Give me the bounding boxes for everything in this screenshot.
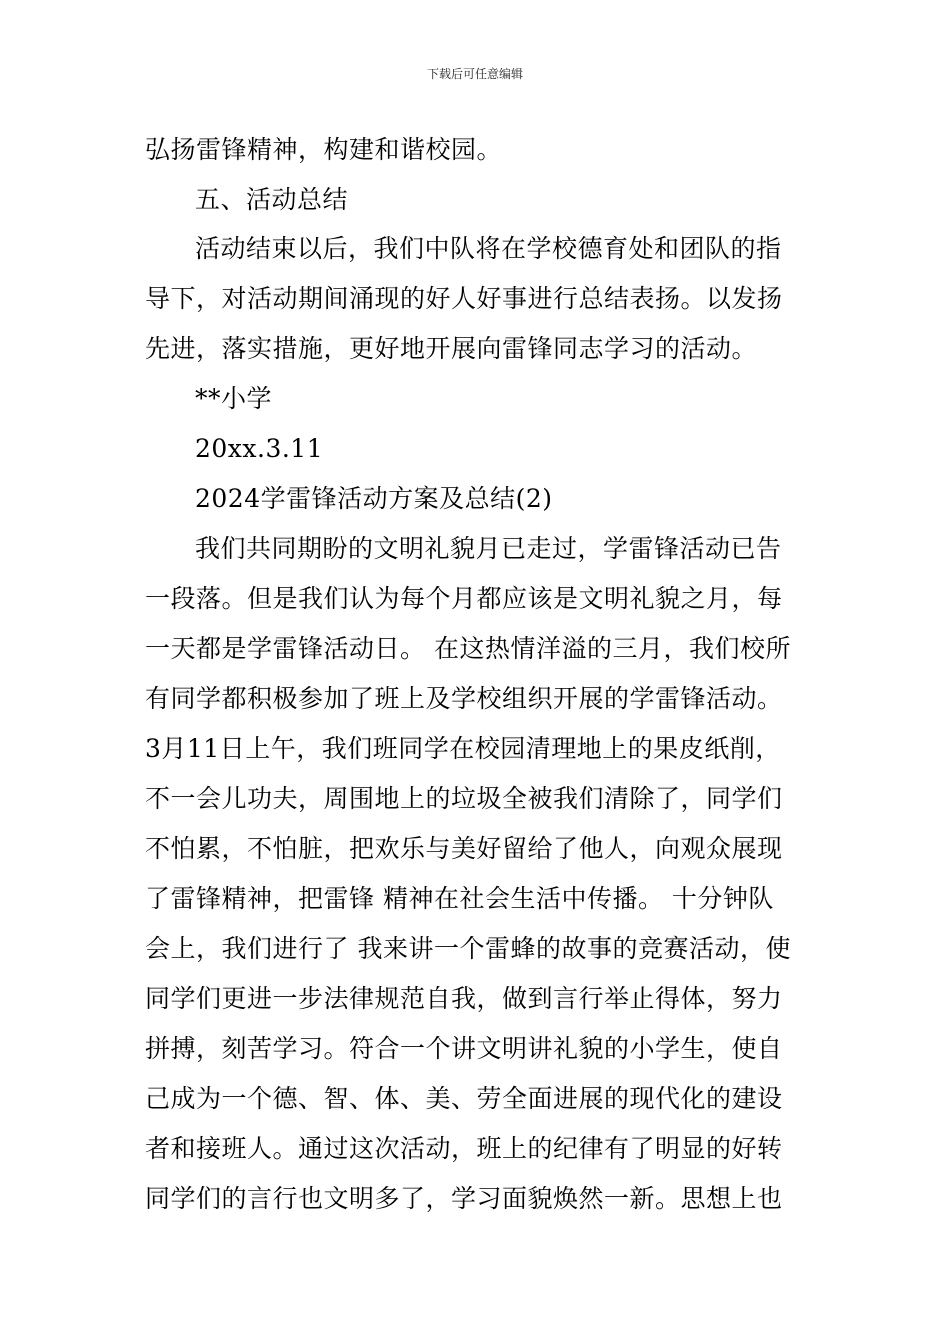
text-line: 一天都是学雷锋活动日。 在这热情洋溢的三月，我们校所 bbox=[145, 634, 791, 663]
text-line: 弘扬雷锋精神，构建和谐校园。 bbox=[145, 135, 503, 164]
text-line: 不一会儿功夫，周围地上的垃圾全被我们清除了，同学们 bbox=[145, 784, 783, 813]
text-line: 3月11日上午，我们班同学在校园清理地上的果皮纸削， bbox=[145, 734, 781, 763]
text-line: 一段落。但是我们认为每个月都应该是文明礼貌之月，每 bbox=[145, 584, 783, 613]
header-note: 下载后可任意编辑 bbox=[426, 67, 523, 81]
text-line: 活动结束以后，我们中队将在学校德育处和团队的指 bbox=[195, 234, 782, 263]
text-line: 导下，对活动期间涌现的好人好事进行总结表扬。以发扬 bbox=[145, 284, 783, 313]
text-line: 先进，落实措施，更好地开展向雷锋同志学习的活动。 bbox=[145, 334, 758, 363]
text-line: 者和接班人。通过这次活动，班上的纪律有了明显的好转 bbox=[145, 1134, 783, 1163]
section-title: 2024学雷锋活动方案及总结(2) bbox=[195, 484, 553, 513]
text-line: 了雷锋精神，把雷锋 精神在社会生活中传播。 十分钟队 bbox=[145, 884, 774, 913]
text-line: 会上，我们进行了 我来讲一个雷蜂的故事的竞赛活动，使 bbox=[145, 934, 791, 963]
text-line: 拼搏，刻苦学习。符合一个讲文明讲礼貌的小学生，使自 bbox=[145, 1034, 783, 1063]
text-line: 同学们更进一步法律规范自我，做到言行举止得体，努力 bbox=[145, 984, 783, 1013]
text-line: 有同学都积极参加了班上及学校组织开展的学雷锋活动。 bbox=[145, 684, 783, 713]
text-line: 我们共同期盼的文明礼貌月已走过，学雷锋活动已告 bbox=[195, 534, 782, 563]
text-line: 己成为一个德、智、体、美、劳全面进展的现代化的建设 bbox=[145, 1084, 783, 1113]
section-heading: 五、活动总结 bbox=[195, 185, 349, 214]
text-line: 不怕累，不怕脏，把欢乐与美好留给了他人，向观众展现 bbox=[145, 834, 783, 863]
text-line: 同学们的言行也文明多了，学习面貌焕然一新。思想上也 bbox=[145, 1184, 783, 1213]
signature-school: **小学 bbox=[195, 384, 273, 413]
signature-date: 20xx.3.11 bbox=[195, 434, 324, 463]
